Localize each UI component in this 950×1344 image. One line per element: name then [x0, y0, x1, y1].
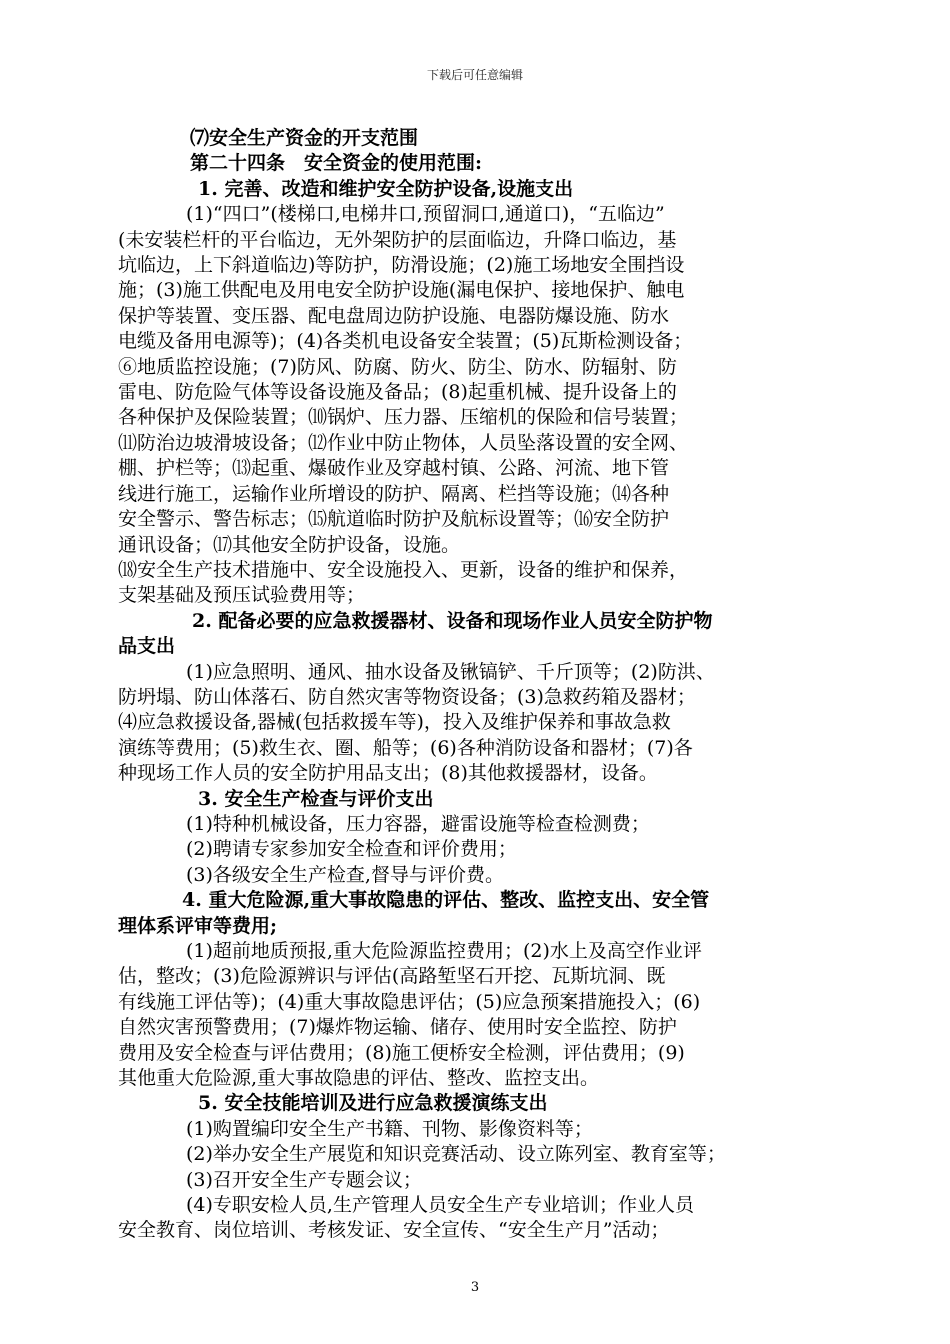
- text-line: 坑临边，上下斜道临边)等防护，防滑设施；(2)施工场地安全围挡设: [118, 254, 685, 277]
- text-line: 1. 完善、改造和维护安全防护设备,设施支出: [198, 177, 574, 200]
- text-line: (1)超前地质预报,重大危险源监控费用；(2)水上及高空作业评: [186, 940, 702, 962]
- page-header: 下载后可任意编辑: [426, 68, 523, 82]
- text-line: (3)召开安全生产专题会议；: [186, 1168, 422, 1191]
- text-line: (2)聘请专家参加安全检查和评价费用；: [186, 838, 517, 861]
- text-line: (1)购置编印安全生产书籍、刊物、影像资料等；: [186, 1117, 593, 1140]
- text-line: 理体系评审等费用;: [118, 914, 278, 937]
- text-line: 安全教育、岗位培训、考核发证、安全宣传、“安全生产月”活动；: [118, 1219, 670, 1242]
- text-line: (未安装栏杆的平台临边，无外架防护的层面临边，升降口临边，基: [118, 228, 677, 251]
- text-line: ⑷应急救援设备,器械(包括救援车等)，投入及维护保养和事故急救: [118, 711, 671, 734]
- text-line: 4. 重大危险源,重大事故隐患的评估、整改、监控支出、安全管: [182, 889, 710, 912]
- text-line: 种现场工作人员的安全防护用品支出；(8)其他救援器材，设备。: [118, 762, 658, 785]
- text-line: 棚、护栏等；⒀起重、爆破作业及穿越村镇、公路、河流、地下管: [118, 457, 670, 480]
- text-line: ⑾防治边坡滑坡设备；⑿作业中防止物体，人员坠落设置的安全网、: [118, 431, 689, 454]
- page-number: 3: [470, 1280, 480, 1295]
- text-line: 施；(3)施工供配电及用电安全防护设施(漏电保护、接地保护、触电: [118, 279, 685, 302]
- text-line: (1)“四口”(楼梯口,电梯井口,预留洞口,通道口)，“五临边”: [186, 203, 665, 226]
- text-line: 电缆及备用电源等)；(4)各类机电设备安全装置；(5)瓦斯检测设备；: [118, 330, 693, 353]
- document-body: [118, 126, 822, 1244]
- text-line: 通讯设备；⒄其他安全防护设备，设施。: [118, 533, 461, 556]
- text-line: (1)应急照明、通风、抽水设备及锹镐铲、千斤顶等；(2)防洪、: [186, 660, 715, 683]
- text-line: 自然灾害预警费用；(7)爆炸物运输、储存、使用时安全监控、防护: [118, 1016, 677, 1039]
- text-line: 第二十四条 安全资金的使用范围:: [190, 152, 483, 175]
- text-line: 雷电、防危险气体等设备设施及备品；(8)起重机械、提升设备上的: [118, 381, 677, 404]
- text-line: 2. 配备必要的应急救援器材、设备和现场作业人员安全防护物: [192, 609, 713, 632]
- text-line: 3. 安全生产检查与评价支出: [198, 787, 434, 810]
- text-line: 费用及安全检查与评估费用；(8)施工便桥安全检测，评估费用；(9): [118, 1041, 685, 1064]
- text-line: 支架基础及预压试验费用等；: [118, 584, 366, 607]
- text-line: 其他重大危险源,重大事故隐患的评估、整改、监控支出。: [118, 1067, 600, 1090]
- text-line: 估，整改；(3)危险源辨识与评估(高路堑坚石开挖、瓦斯坑洞、既: [118, 965, 666, 988]
- text-line: 防坍塌、防山体落石、防自然灾害等物资设备；(3)急救药箱及器材；: [118, 685, 696, 708]
- text-line: (3)各级安全生产检查,督导与评价费。: [186, 863, 504, 886]
- text-line: (2)举办安全生产展览和知识竞赛活动、设立陈列室、教育室等；: [186, 1143, 726, 1166]
- text-line: ⑥地质监控设施；(7)防风、防腐、防火、防尘、防水、防辐射、防: [118, 355, 677, 378]
- text-line: 品支出: [118, 635, 176, 658]
- text-line: 线进行施工，运输作业所增设的防护、隔离、栏挡等设施；⒁各种: [118, 482, 670, 505]
- text-line: 有线施工评估等)；(4)重大事故隐患评估；(5)应急预案措施投入；(6): [118, 990, 701, 1013]
- text-line: 保护等装置、变压器、配电盘周边防护设施、电器防爆设施、防水: [118, 304, 670, 327]
- text-line: 演练等费用；(5)救生衣、圈、船等；(6)各种消防设备和器材；(7)各: [118, 736, 693, 759]
- text-line: (4)专职安检人员,生产管理人员安全生产专业培训；作业人员: [186, 1194, 694, 1217]
- text-line: 5. 安全技能培训及进行应急救援演练支出: [198, 1092, 548, 1115]
- text-line: ⒅安全生产技术措施中、安全设施投入、更新，设备的维护和保养，: [118, 558, 689, 581]
- text-line: 安全警示、警告标志；⒂航道临时防护及航标设置等；⒃安全防护: [118, 508, 670, 531]
- text-line: ⑺安全生产资金的开支范围: [190, 127, 419, 149]
- text-line: 各种保护及保险装置；⑽锅炉、压力器、压缩机的保险和信号装置；: [118, 406, 689, 429]
- text-line: (1)特种机械设备，压力容器，避雷设施等检查检测费；: [186, 812, 650, 835]
